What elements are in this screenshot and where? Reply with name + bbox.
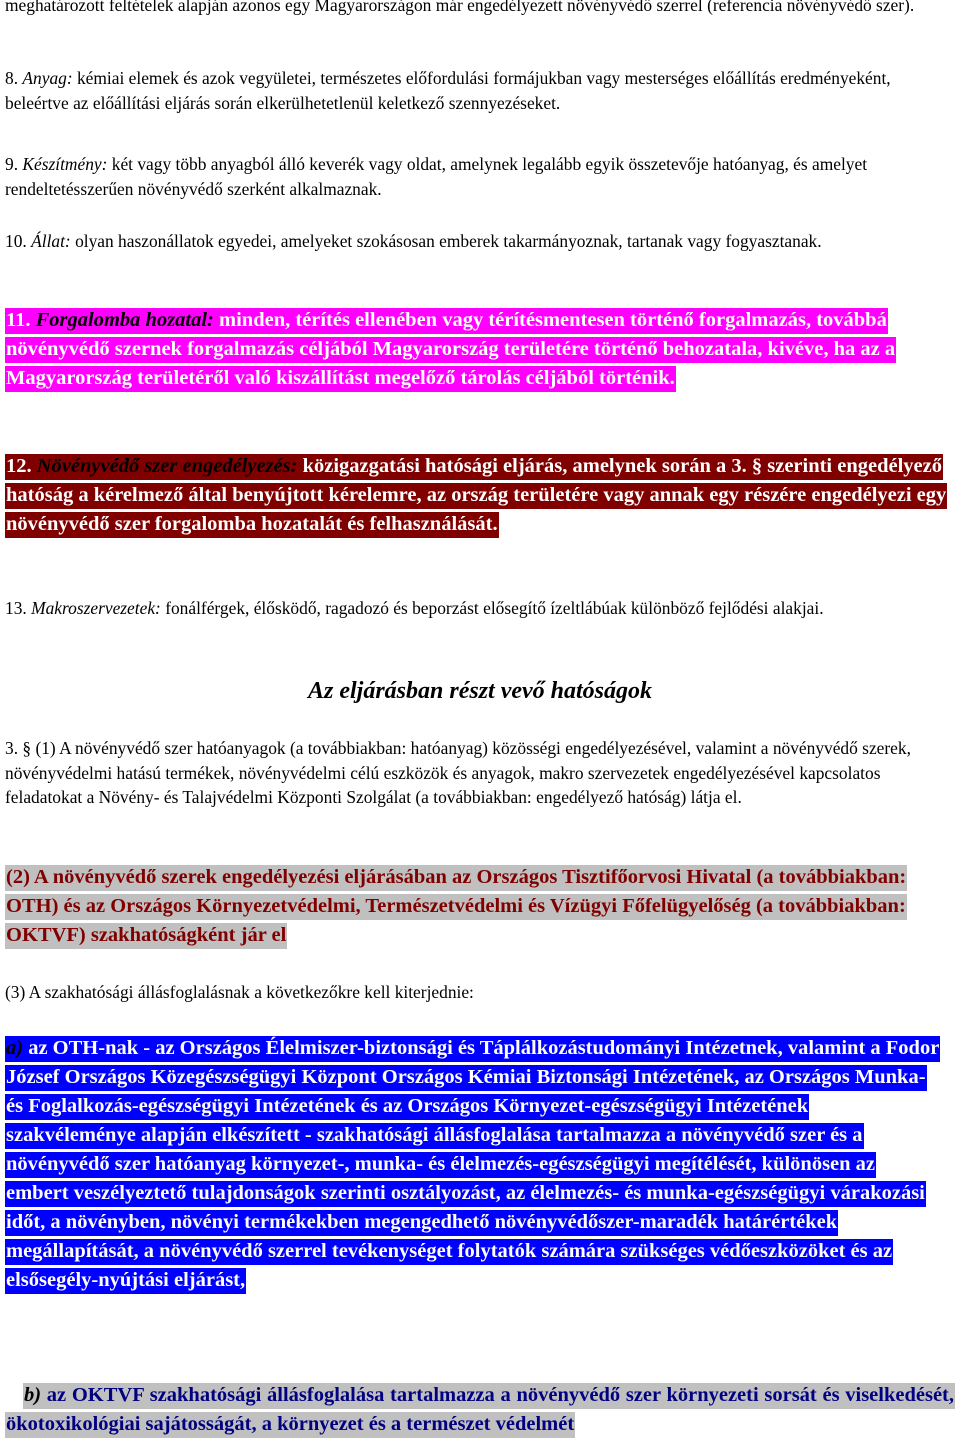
highlighted-item [5,1036,940,1294]
definition-8 [5,66,945,115]
definition-number: 10. [5,231,27,251]
definition-11 [5,306,945,393]
item-label: b) [24,1384,42,1406]
definition-text: közigazgatási hatósági eljárás, amelynek során a 3. § szerinti engedélyező hatóság a kérelmező által benyújtott kérelemre, az ország területére vagy annak egy részére engedélyezi egy növényvédő szer forgalomba hozatalát és felhasználását. [6,455,947,535]
section-number: 3. § [5,738,32,758]
definition-text: kémiai elemek és azok vegyületei, természetes előfordulási formájukban vagy mesterséges előállítás eredményeként, beleértve az előállítási eljárás során elkerülhetetlenül keletkező szennyezéseket. [5,68,891,113]
definition-number: 8. [5,68,19,88]
definition-term: Forgalomba hozatal: [35,309,214,331]
definition-9 [5,152,945,201]
section-3-item-a [5,1034,940,1295]
section-heading: Az eljárásban részt vevő hatóságok [307,678,652,704]
highlighted-paragraph: (2) A növényvédő szerek engedélyezési eljárásában az Országos Tisztifőorvosi Hivatal (a továbbiakban: OTH) és az Országos Környezetvédelmi, Természetvédelmi és Vízügyi Főfelügyelőség (a továbbiakban: OKTVF) szakhatóságként jár el [5,865,907,949]
highlighted-definition [5,454,947,538]
definition-number: 12. [6,455,32,477]
definition-term: Anyag: [22,68,73,88]
section-3-paragraph-2 [5,863,955,950]
definition-term: Növényvédő szer engedélyezés: [36,455,298,477]
item-text: az OTH-nak - az Országos Élelmiszer-biztonsági és Táplálkozástudományi Intézetnek, valamint a Fodor József Országos Közegészségügyi Központ Országos Kémiai Biztonsági Intézetének, az Országos Munka- és Foglalkozás-egészségügyi Intézetének és az Országos Környezet-egészségügyi Intézetének szakvéleménye alapján elkészített - szakhatósági állásfoglalása tartalmazza a növényvédő szer és a növényvédő szer hatóanyag környezet-, munka- és élelmezés-egészségügyi megítélését, különösen az embert veszélyeztető tulajdonságok szerinti osztályozást, az élelmezés- és munka-egészségügyi várakozási időt, a növényben, növényi termékekben megengedhető növényvédőszer-maradék határértékek megállapítását, a növényvédő szerrel tevékenységet folytatók számára szükséges védőeszközöket és az elsősegély-nyújtási eljárást, [6,1037,939,1291]
definition-text: olyan haszonállatok egyedei, amelyeket szokásosan emberek takarmányoznak, tartanak vagy fogyasztanak. [70,231,822,251]
definition-number: 11. [6,309,31,331]
intro-paragraph: meghatározott feltételek alapján azonos egy Magyarországon már engedélyezett növényvédő szerrel (referencia növényvédő szer). [5,0,915,15]
definition-text: két vagy több anyagból álló keverék vagy oldat, amelynek legalább egyik összetevője hatóanyag, és amelyet rendeltetésszerűen növényvédő szerként alkalmaznak. [5,154,868,199]
item-label: a) [6,1037,24,1059]
definition-text: minden, térítés ellenében vagy térítésmentesen történő forgalmazás, továbbá növényvédő szernek forgalmazás céljából Magyarország területére történő behozatala, kivéve, ha az a Magyarország területéről való kiszállítást megelőző tárolás céljából történik. [6,309,896,389]
definition-number: 13. [5,598,27,618]
section-text: (1) A növényvédő szer hatóanyagok (a továbbiakban: hatóanyag) közösségi engedélyezésével, valamint a növényvédő szerek, növényvédelmi hatású termékek, növényvédelmi célú eszközök és anyagok, makro szervezetek engedélyezésével kapcsolatos feladatokat a Növény- és Talajvédelmi Központi Szolgálat (a továbbiakban: engedélyező hatóság) látja el. [5,738,911,807]
section-3-paragraph-3: (3) A szakhatósági állásfoglalásnak a következőkre kell kiterjednie: [5,982,474,1002]
item-text: az OKTVF szakhatósági állásfoglalása tartalmazza a növényvédő szer környezeti sorsát és viselkedését, ökotoxikológiai sajátosságát, a környezet és a természet védelmét [6,1384,954,1435]
definition-13 [5,596,945,621]
definition-term: Állat: [31,231,71,251]
section-3-paragraph-1 [5,736,945,810]
definition-term: Makroszervezetek: [31,598,161,618]
definition-number: 9. [5,154,19,174]
section-3-item-b [5,1381,955,1439]
definition-10 [5,229,945,254]
highlighted-item [5,1383,955,1438]
definition-term: Készítmény: [22,154,108,174]
highlighted-definition [5,308,896,392]
definition-12 [5,452,955,539]
definition-text: fonálférgek, élősködő, ragadozó és beporzást elősegítő ízeltlábúak különböző fejlődési alakjai. [160,598,824,618]
